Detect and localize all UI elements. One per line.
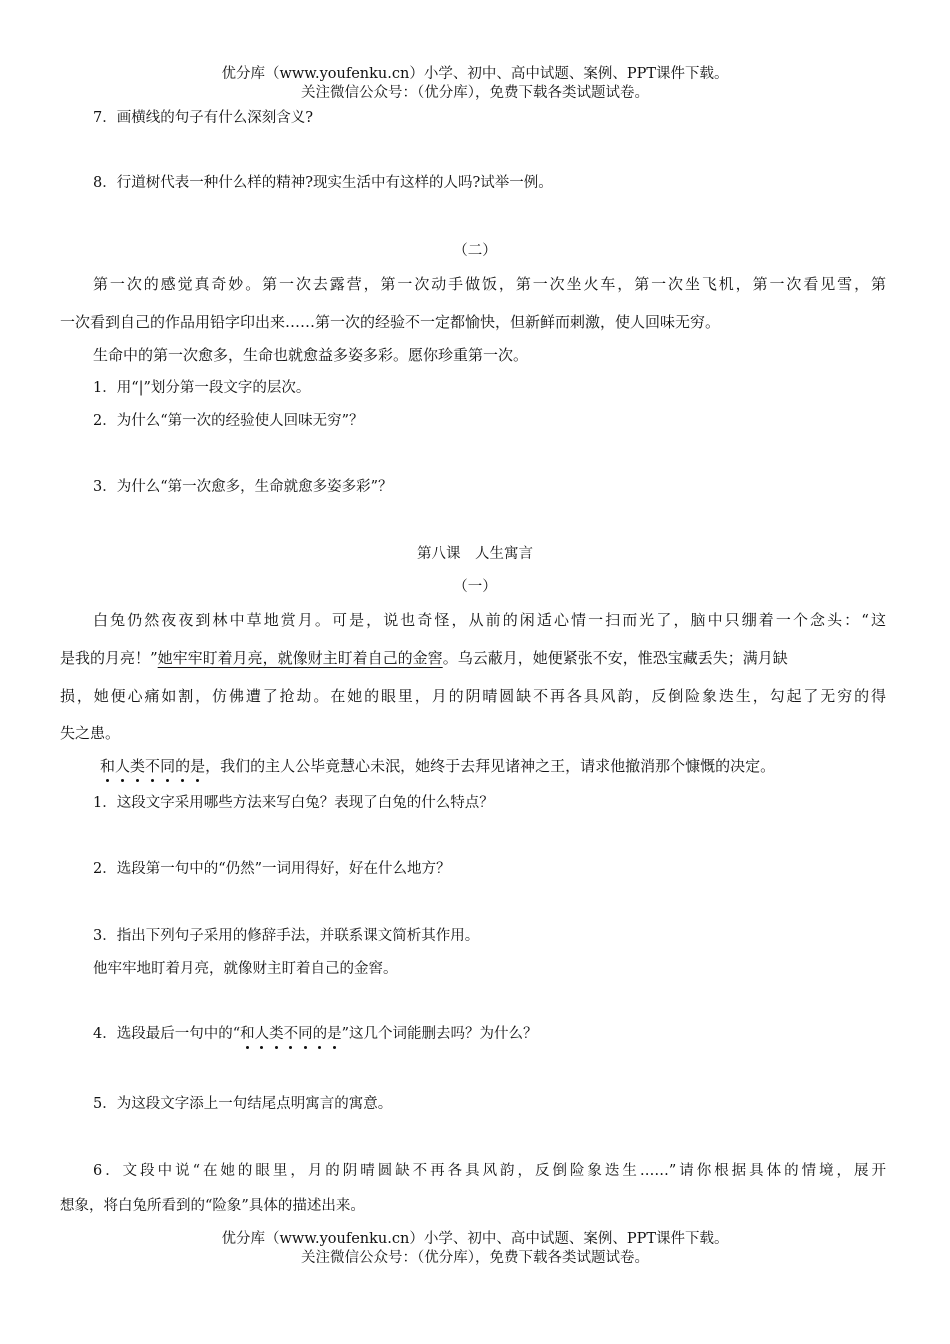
dotted-char: 类 bbox=[130, 757, 146, 775]
part2-question-2: 2．为什么“第一次的经验使人回味无穷”？ bbox=[93, 413, 364, 429]
header-line-1: 优分库（www.youfenku.cn）小学、初中、高中试题、案例、PPT课件下载。 bbox=[221, 66, 729, 82]
passage1-line-1: 白兔仍然夜夜到林中草地赏月。可是，说也奇怪，从前的闲适心情一扫而光了，脑中只绷着一个念头：“这 bbox=[93, 611, 886, 629]
lesson8-question-3: 3．指出下列句子采用的修辞手法，并联系课文简析其作用。 bbox=[93, 928, 480, 944]
section-label-1: （一） bbox=[453, 579, 497, 595]
lesson8-question-2: 2．选段第一句中的“仍然”一词用得好，好在什么地方？ bbox=[93, 861, 451, 877]
dotted-char: 同 bbox=[298, 1026, 313, 1042]
passage1-line-3: 损，她便心痛如割，仿佛遭了抢劫。在她的眼里，月的阴晴圆缺不再各具风韵，反倒险象迭生，勾起了无穷的得 bbox=[60, 687, 886, 705]
dotted-char: 的 bbox=[312, 1026, 328, 1042]
dotted-char: 类 bbox=[269, 1026, 284, 1042]
passage2-line-1: 第一次的感觉真奇妙。第一次去露营，第一次动手做饭，第一次坐火车，第一次坐飞机，第一次看见雪，第 bbox=[93, 275, 886, 293]
footer-line-1: 优分库（www.youfenku.cn）小学、初中、高中试题、案例、PPT课件下载。 bbox=[221, 1231, 729, 1247]
header-line-2: 关注微信公众号：（优分库），免费下载各类试题试卷。 bbox=[301, 85, 649, 101]
dotted-char: 同 bbox=[160, 757, 176, 775]
passage2-line-2: 一次看到自己的作品用铅字印出来……第一次的经验不一定都愉快，但新鲜而刺激，使人回味无穷。 bbox=[60, 313, 721, 331]
dotted-phrase bbox=[100, 757, 205, 775]
section-label-2: （二） bbox=[453, 243, 497, 259]
passage1-line-2 bbox=[60, 651, 890, 666]
dotted-char: 人 bbox=[115, 757, 131, 775]
passage2-line-3: 生命中的第一次愈多，生命也就愈益多姿多彩。愿你珍重第一次。 bbox=[93, 346, 529, 364]
question-7: 7．画横线的句子有什么深刻含义? bbox=[93, 110, 313, 126]
lesson8-question-6-line-1: 6．文段中说“在她的眼里，月的阴晴圆缺不再各具风韵，反倒险象迭生……”请你根据具体的情境，展开 bbox=[93, 1163, 886, 1179]
dotted-char: 是 bbox=[327, 1026, 342, 1042]
dotted-char: 不 bbox=[283, 1026, 299, 1042]
passage1-line-4: 失之患。 bbox=[60, 724, 121, 742]
passage1-line-2-end: 。乌云蔽月，她便紧张不安，惟恐宝藏丢失；满月缺 bbox=[442, 649, 788, 667]
lesson8-question-4-start: 4．选段最后一句中的“ bbox=[93, 1026, 241, 1042]
part2-question-3: 3．为什么“第一次愈多，生命就愈多姿多彩”？ bbox=[93, 479, 393, 495]
dotted-char: 人 bbox=[254, 1026, 270, 1042]
lesson8-question-5: 5．为这段文字添上一句结尾点明寓言的寓意。 bbox=[93, 1096, 393, 1112]
lesson8-question-6-line-2: 想象，将白兔所看到的“险象”具体的描述出来。 bbox=[60, 1198, 365, 1214]
passage1-line-5-rest: ，我们的主人公毕竟慧心未泯，她终于去拜见诸神之王，请求他撤消那个慷慨的决定。 bbox=[205, 757, 776, 775]
dotted-char: 和 bbox=[240, 1026, 255, 1042]
lesson8-question-4-end: ”这几个词能删去吗？为什么？ bbox=[341, 1026, 538, 1042]
dotted-char: 是 bbox=[190, 757, 206, 775]
lesson8-question-1: 1．这段文字采用哪些方法来写白兔？表现了白兔的什么特点？ bbox=[93, 795, 494, 811]
dotted-char: 的 bbox=[175, 757, 191, 775]
dotted-char: 和 bbox=[100, 757, 116, 775]
lesson8-question-3-sentence: 他牢牢地盯着月亮，就像财主盯着自己的金窖。 bbox=[93, 961, 398, 977]
part2-question-1: 1．用“|”划分第一段文字的层次。 bbox=[93, 380, 311, 396]
question-8: 8．行道树代表一种什么样的精神?现实生活中有这样的人吗?试举一例。 bbox=[93, 175, 553, 191]
dotted-char: 不 bbox=[145, 757, 161, 775]
footer-line-2: 关注微信公众号：（优分库），免费下载各类试题试卷。 bbox=[301, 1250, 649, 1266]
passage1-line-5 bbox=[100, 759, 900, 774]
dotted-phrase-question bbox=[240, 1026, 342, 1042]
lesson8-question-4 bbox=[93, 1027, 893, 1042]
lesson-title: 第八课 人生寓言 bbox=[417, 546, 533, 562]
passage1-line-2-start: 是我的月亮！” bbox=[60, 649, 158, 667]
underlined-sentence: 她牢牢盯着月亮，就像财主盯着自己的金窖 bbox=[157, 649, 443, 667]
